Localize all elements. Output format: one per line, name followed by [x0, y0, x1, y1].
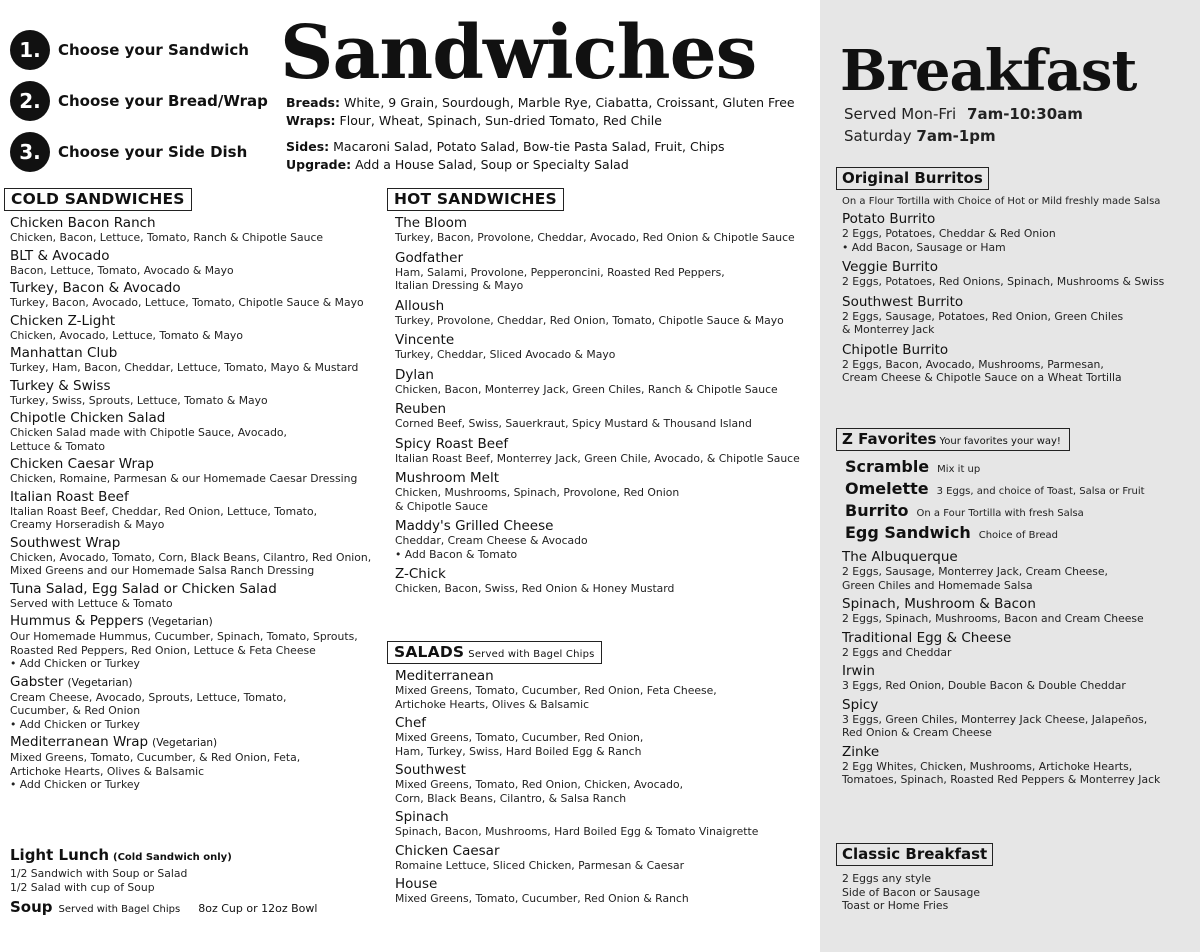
item-name-text: Irwin	[842, 663, 875, 679]
item-name-text: Southwest	[395, 762, 466, 778]
step-2	[10, 81, 280, 121]
menu-item-description: Our Homemade Hummus, Cucumber, Spinach, Tomato, Sprouts, Roasted Red Peppers, Red Onion, Lettuce & Feta Cheese • Add Chicken or Turkey	[10, 630, 358, 670]
z-favorites-sub: Your favorites your way!	[939, 436, 1061, 447]
menu-item-description: Corned Beef, Swiss, Sauerkraut, Spicy Mustard & Thousand Island	[395, 417, 752, 430]
favorites-list	[836, 549, 1192, 787]
item-name-text: Mediterranean	[395, 668, 494, 684]
menu-item	[842, 630, 1192, 660]
item-name-text: Maddy's Grilled Cheese	[395, 518, 554, 534]
menu-item-name	[10, 378, 384, 394]
sides-text: Macaroni Salad, Potato Salad, Bow-tie Pasta Salad, Fruit, Chips	[333, 139, 725, 154]
page-title: Sandwiches	[280, 10, 757, 96]
wraps-line	[286, 112, 662, 130]
menu-item-description: 2 Eggs, Potatoes, Cheddar & Red Onion • Add Bacon, Sausage or Ham	[842, 227, 1056, 254]
menu-item-name	[395, 876, 812, 892]
quick-favorite-name: Scramble	[845, 457, 930, 476]
menu-item-description: Turkey, Swiss, Sprouts, Lettuce, Tomato & Mayo	[10, 393, 268, 407]
menu-item-name	[10, 489, 384, 505]
menu-item	[842, 663, 1192, 693]
menu-item-name	[395, 250, 812, 266]
step-label: Choose your Side Dish	[58, 143, 248, 161]
menu-item-name	[395, 470, 812, 486]
upgrade-line	[286, 156, 629, 174]
menu-item-name	[842, 663, 1192, 679]
menu-item-name	[842, 549, 1192, 565]
hot-sandwiches-section	[387, 188, 812, 601]
breads-text: White, 9 Grain, Sourdough, Marble Rye, Ciabatta, Croissant, Gluten Free	[343, 95, 795, 110]
menu-item-name	[10, 345, 384, 361]
light-lunch-line-1: 1/2 Sandwich with Soup or Salad	[10, 867, 188, 880]
quick-favorite-desc: Choice of Bread	[978, 530, 1058, 541]
item-name-text: Chicken Caesar	[395, 842, 500, 859]
wraps-label: Wraps:	[286, 113, 336, 128]
menu-item-name	[10, 215, 384, 231]
step-label: Choose your Sandwich	[58, 41, 249, 59]
menu-item-description: Chicken, Avocado, Lettuce, Tomato & Mayo	[10, 328, 243, 342]
menu-item-name	[395, 401, 812, 417]
item-name-text: Potato Burrito	[842, 211, 936, 227]
burritos-note: On a Flour Tortilla with Choice of Hot or Mild freshly made Salsa	[842, 196, 1161, 207]
menu-item-name	[842, 697, 1192, 713]
menu-item	[10, 410, 384, 453]
menu-item-description: Turkey, Provolone, Cheddar, Red Onion, Tomato, Chipotle Sauce & Mayo	[395, 313, 784, 327]
soup-sub: Served with Bagel Chips	[58, 904, 181, 915]
menu-item-name	[395, 367, 812, 383]
z-favorites-section	[836, 428, 1192, 791]
item-name-text: Spinach, Mushroom & Bacon	[842, 596, 1036, 612]
steps-list	[10, 30, 280, 183]
menu-item	[395, 809, 812, 839]
item-name-text: Chipotle Burrito	[842, 341, 949, 358]
menu-item-name	[395, 566, 812, 582]
menu-item-description: Chicken, Bacon, Swiss, Red Onion & Honey Mustard	[395, 582, 675, 595]
menu-item	[395, 215, 812, 245]
item-name-text: Italian Roast Beef	[10, 488, 129, 505]
soup-name: Soup	[10, 898, 53, 916]
item-tag: (Vegetarian)	[152, 737, 218, 749]
item-name-text: Mediterranean Wrap	[10, 734, 149, 750]
quick-favorite	[845, 523, 1192, 545]
menu-item	[10, 674, 384, 732]
menu-item-description: 2 Egg Whites, Chicken, Mushrooms, Artichoke Hearts, Tomatoes, Spinach, Roasted Red Peppers & Monterrey Jack	[842, 759, 1161, 786]
menu-item	[842, 549, 1192, 592]
breads-label: Breads:	[286, 95, 340, 110]
item-name-text: The Albuquerque	[842, 549, 958, 565]
menu-item-name	[395, 215, 812, 231]
menu-item-name	[842, 342, 1192, 358]
menu-item-description: Chicken, Bacon, Lettuce, Tomato, Ranch & Chipotle Sauce	[10, 231, 324, 244]
menu-item-description: Mixed Greens, Tomato, Cucumber, Red Onion, Feta Cheese, Artichoke Hearts, Olives & Balsamic	[395, 684, 717, 711]
salads-title: SALADS	[394, 643, 465, 661]
original-burritos-header: Original Burritos	[836, 167, 989, 190]
item-name-text: Zinke	[842, 743, 880, 760]
item-name-text: Gabster	[10, 673, 64, 690]
light-lunch-name: Light Lunch	[10, 846, 109, 864]
menu-item-description: 3 Eggs, Green Chiles, Monterrey Jack Cheese, Jalapeños, Red Onion & Cream Cheese	[842, 712, 1148, 739]
menu-item-name	[842, 294, 1192, 310]
menu-item	[842, 342, 1192, 385]
menu-item-description: Mixed Greens, Tomato, Cucumber, & Red Onion, Feta, Artichoke Hearts, Olives & Balsamic • Add Chicken or Turkey	[10, 751, 301, 791]
saturday-label: Saturday	[844, 127, 912, 145]
menu-item-name	[395, 518, 812, 534]
item-name-text: Alloush	[395, 297, 445, 314]
item-name-text: Turkey & Swiss	[10, 377, 111, 394]
quick-favorite-desc: Mix it up	[937, 464, 981, 475]
menu-item	[395, 762, 812, 805]
step-1	[10, 30, 280, 70]
menu-item-description: Chicken Salad made with Chipotle Sauce, Avocado, Lettuce & Tomato	[10, 426, 287, 453]
menu-item-description: Spinach, Bacon, Mushrooms, Hard Boiled Egg & Tomato Vinaigrette	[395, 825, 759, 838]
item-name-text: Z-Chick	[395, 566, 446, 582]
menu-item-name	[395, 668, 812, 684]
item-name-text: Chef	[395, 715, 427, 731]
hot-sandwiches-list	[387, 215, 812, 596]
menu-item	[395, 668, 812, 711]
item-name-text: Spicy	[842, 696, 879, 713]
menu-item-name	[10, 674, 384, 691]
item-name-text: Southwest Wrap	[10, 534, 121, 551]
quick-favorite-name: Omelette	[845, 479, 929, 498]
menu-item-description: Turkey, Cheddar, Sliced Avocado & Mayo	[395, 348, 616, 361]
light-lunch-tag: (Cold Sandwich only)	[113, 852, 232, 863]
menu-item	[395, 298, 812, 328]
salads-header	[387, 641, 602, 664]
breakfast-hours-saturday	[844, 127, 996, 145]
item-name-text: Chipotle Chicken Salad	[10, 410, 166, 426]
menu-item-description: Cream Cheese, Avocado, Sprouts, Lettuce, Tomato, Cucumber, & Red Onion • Add Chicken or Turkey	[10, 690, 287, 731]
quick-favorite-name: Egg Sandwich	[845, 523, 971, 542]
item-name-text: Veggie Burrito	[842, 259, 938, 275]
menu-item	[10, 280, 384, 310]
menu-item-name	[10, 456, 384, 472]
quick-favorites-list	[836, 457, 1192, 545]
saturday-time: 7am-1pm	[916, 127, 996, 145]
menu-item-description: Turkey, Ham, Bacon, Cheddar, Lettuce, Tomato, Mayo & Mustard	[10, 361, 359, 374]
quick-favorite	[845, 457, 1192, 479]
menu-item-name	[10, 734, 384, 751]
menu-item	[842, 211, 1192, 254]
item-name-text: Southwest Burrito	[842, 293, 964, 310]
classic-breakfast-section	[836, 843, 1192, 913]
step-number: 3.	[10, 132, 50, 172]
menu-item-description: 2 Eggs, Sausage, Monterrey Jack, Cream Cheese, Green Chiles and Homemade Salsa	[842, 565, 1108, 592]
menu-item-description: Bacon, Lettuce, Tomato, Avocado & Mayo	[10, 263, 234, 277]
original-burritos-section	[836, 167, 1192, 390]
soup-row	[10, 898, 380, 916]
menu-item	[10, 535, 384, 578]
step-3	[10, 132, 280, 172]
item-name-text: House	[395, 876, 438, 892]
menu-item-name	[395, 436, 812, 452]
menu-item-description: Served with Lettuce & Tomato	[10, 596, 173, 610]
quick-favorite-desc: 3 Eggs, and choice of Toast, Salsa or Fruit	[936, 486, 1145, 497]
item-name-text: Manhattan Club	[10, 345, 118, 361]
cold-sandwiches-list	[4, 215, 384, 792]
item-name-text: Spinach	[395, 809, 449, 825]
menu-item-name	[10, 581, 384, 597]
menu-item-name	[10, 613, 384, 630]
quick-favorite-name: Burrito	[845, 501, 909, 520]
upgrade-text: Add a House Salad, Soup or Specialty Salad	[355, 157, 629, 172]
menu-item	[10, 734, 384, 792]
quick-favorite-desc: On a Four Tortilla with fresh Salsa	[916, 508, 1084, 519]
item-name-text: BLT & Avocado	[10, 247, 110, 264]
menu-item	[395, 332, 812, 362]
item-tag: (Vegetarian)	[147, 616, 213, 628]
menu-item	[395, 715, 812, 758]
menu-item-name	[842, 259, 1192, 275]
menu-item	[10, 581, 384, 611]
classic-breakfast-list	[836, 872, 1192, 913]
menu-item	[842, 259, 1192, 289]
quick-favorite	[845, 501, 1192, 523]
burritos-list	[836, 211, 1192, 385]
menu-item-description: Chicken, Avocado, Tomato, Corn, Black Beans, Cilantro, Red Onion, Mixed Greens and our Homemade Salsa Ranch Dressing	[10, 550, 372, 577]
item-name-text: The Bloom	[395, 215, 468, 231]
menu-item-description: Mixed Greens, Tomato, Cucumber, Red Onion, Ham, Turkey, Swiss, Hard Boiled Egg & Ranch	[395, 731, 644, 758]
menu-item-description: Ham, Salami, Provolone, Pepperoncini, Roasted Red Peppers, Italian Dressing & Mayo	[395, 265, 725, 292]
breakfast-hours-weekday	[844, 105, 1083, 123]
hot-sandwiches-header: HOT SANDWICHES	[387, 188, 564, 211]
item-tag: (Vegetarian)	[67, 676, 133, 689]
menu-item	[10, 613, 384, 671]
menu-item-description: Chicken, Romaine, Parmesan & our Homemade Caesar Dressing	[10, 472, 358, 485]
breakfast-title: Breakfast	[840, 38, 1137, 104]
soup-sizes: 8oz Cup or 12oz Bowl	[198, 902, 318, 915]
salads-section	[387, 641, 812, 910]
menu-item-name	[395, 809, 812, 825]
menu-item-name	[10, 248, 384, 264]
served-time: 7am-10:30am	[967, 105, 1083, 123]
z-favorites-header	[836, 428, 1070, 451]
item-name-text: Dylan	[395, 366, 434, 383]
menu-item-description: Italian Roast Beef, Monterrey Jack, Green Chile, Avocado, & Chipotle Sauce	[395, 451, 800, 465]
step-label: Choose your Bread/Wrap	[58, 92, 268, 110]
menu-item-name	[395, 332, 812, 348]
menu-item	[10, 345, 384, 375]
wraps-text: Flour, Wheat, Spinach, Sun-dried Tomato, Red Chile	[339, 113, 662, 128]
menu-item-name	[395, 715, 812, 731]
menu-item-name	[10, 313, 384, 329]
menu-item-description: Romaine Lettuce, Sliced Chicken, Parmesan & Caesar	[395, 858, 685, 872]
menu-item-name	[842, 630, 1192, 646]
light-lunch-section	[10, 846, 380, 916]
menu-item	[842, 697, 1192, 740]
menu-item	[842, 596, 1192, 626]
menu-item	[10, 248, 384, 278]
menu-item	[842, 294, 1192, 337]
item-name-text: Vincente	[395, 332, 455, 348]
item-name-text: Chicken Z-Light	[10, 312, 116, 329]
item-name-text: Chicken Caesar Wrap	[10, 456, 154, 472]
item-name-text: Chicken Bacon Ranch	[10, 215, 156, 231]
menu-item-name	[10, 280, 384, 296]
step-number: 2.	[10, 81, 50, 121]
menu-item-description: Cheddar, Cream Cheese & Avocado • Add Bacon & Tomato	[395, 534, 588, 561]
menu-item	[395, 250, 812, 293]
classic-line: 2 Eggs any style	[842, 872, 932, 885]
menu-item-description: 2 Eggs and Cheddar	[842, 645, 952, 659]
menu-item	[395, 518, 812, 561]
menu-item-description: 2 Eggs, Potatoes, Red Onions, Spinach, Mushrooms & Swiss	[842, 275, 1165, 288]
item-name-text: Hummus & Peppers	[10, 613, 144, 629]
item-name-text: Mushroom Melt	[395, 470, 500, 486]
menu-item	[395, 436, 812, 466]
item-name-text: Turkey, Bacon & Avocado	[10, 280, 181, 296]
light-lunch-line-2: 1/2 Salad with cup of Soup	[10, 880, 155, 894]
menu-item	[10, 456, 384, 486]
menu-item-name	[395, 762, 812, 778]
item-name-text: Traditional Egg & Cheese	[842, 629, 1012, 646]
item-name-text: Tuna Salad, Egg Salad or Chicken Salad	[10, 580, 277, 597]
item-name-text: Reuben	[395, 401, 447, 417]
menu-item-name	[842, 211, 1192, 227]
classic-line: Side of Bacon or Sausage	[842, 885, 980, 899]
menu-item	[10, 489, 384, 532]
menu-item	[395, 401, 812, 431]
menu-item-name	[10, 410, 384, 426]
menu-item	[395, 470, 812, 513]
menu-item	[10, 378, 384, 408]
quick-favorite	[845, 479, 1192, 501]
menu-item-description: 3 Eggs, Red Onion, Double Bacon & Double Cheddar	[842, 679, 1126, 692]
menu-item	[842, 744, 1192, 787]
menu-item-description: Italian Roast Beef, Cheddar, Red Onion, Lettuce, Tomato, Creamy Horseradish & Mayo	[10, 504, 318, 531]
menu-item-description: Chicken, Mushrooms, Spinach, Provolone, Red Onion & Chipotle Sauce	[395, 486, 680, 513]
menu-item	[10, 313, 384, 343]
upgrade-label: Upgrade:	[286, 157, 352, 172]
menu-item-description: 2 Eggs, Bacon, Avocado, Mushrooms, Parmesan, Cream Cheese & Chipotle Sauce on a Wheat Tortilla	[842, 357, 1122, 384]
menu-item-description: Mixed Greens, Tomato, Cucumber, Red Onion & Ranch	[395, 892, 689, 905]
cold-sandwiches-section	[4, 188, 384, 795]
light-lunch-title	[10, 846, 380, 864]
menu-item-description: Turkey, Bacon, Provolone, Cheddar, Avocado, Red Onion & Chipotle Sauce	[395, 231, 795, 244]
menu-item-description: Turkey, Bacon, Avocado, Lettuce, Tomato, Chipotle Sauce & Mayo	[10, 296, 364, 309]
salads-sub: Served with Bagel Chips	[468, 649, 595, 660]
menu-item	[10, 215, 384, 245]
menu-item	[395, 876, 812, 906]
sides-label: Sides:	[286, 139, 330, 154]
menu-item-name	[842, 596, 1192, 612]
menu-item-description: 2 Eggs, Spinach, Mushrooms, Bacon and Cream Cheese	[842, 612, 1144, 625]
z-favorites-title: Z Favorites	[842, 430, 937, 448]
classic-breakfast-header: Classic Breakfast	[836, 843, 993, 866]
menu-item	[395, 566, 812, 596]
menu-item-name	[395, 298, 812, 314]
sides-line	[286, 138, 725, 156]
salads-list	[387, 668, 812, 906]
item-name-text: Spicy Roast Beef	[395, 435, 509, 452]
cold-sandwiches-header: COLD SANDWICHES	[4, 188, 192, 211]
menu-item	[395, 843, 812, 873]
step-number: 1.	[10, 30, 50, 70]
breads-line	[286, 94, 795, 112]
menu-item-description: Chicken, Bacon, Monterrey Jack, Green Chiles, Ranch & Chipotle Sauce	[395, 382, 778, 396]
menu-item-name	[395, 843, 812, 859]
served-label: Served Mon-Fri	[844, 105, 957, 123]
menu-item-name	[842, 744, 1192, 760]
item-name-text: Godfather	[395, 249, 464, 266]
classic-line: Toast or Home Fries	[842, 899, 949, 912]
menu-item-description: Mixed Greens, Tomato, Red Onion, Chicken, Avocado, Corn, Black Beans, Cilantro, & Salsa Ranch	[395, 778, 684, 805]
menu-item-name	[10, 535, 384, 551]
menu-item-description: 2 Eggs, Sausage, Potatoes, Red Onion, Green Chiles & Monterrey Jack	[842, 309, 1124, 336]
menu-item	[395, 367, 812, 397]
